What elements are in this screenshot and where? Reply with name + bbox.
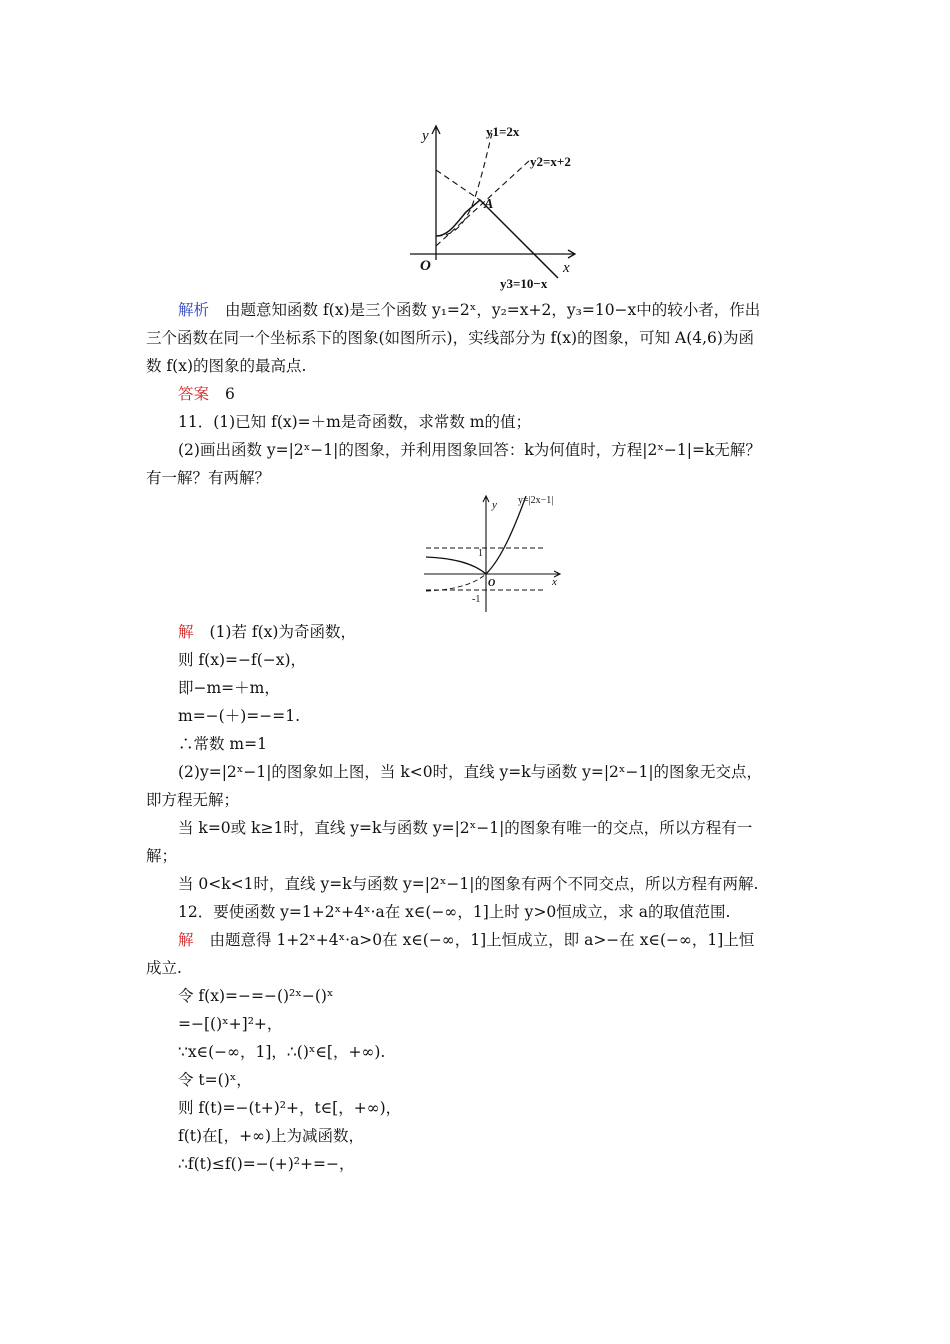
solution-line-10: 当 0<k<1时，直线 y=k与函数 y=|2ˣ−1|的图象有两个不同交点，所以方程有两解. bbox=[178, 875, 759, 893]
curve-solid bbox=[426, 496, 526, 574]
analysis-line-1: 解析 由题意知函数 f(x)是三个函数 y₁=2ˣ，y₂=x+2，y₃=10−x中的较小者，作出 bbox=[178, 301, 761, 319]
solution-label: 解 bbox=[178, 623, 194, 641]
analysis-label: 解析 bbox=[178, 301, 210, 319]
tick-label-neg1: -1 bbox=[472, 594, 481, 605]
solution-line-3: 即−m=＋m， bbox=[178, 679, 280, 697]
solution-line-8: 当 k=0或 k≥1时，直线 y=k与函数 y=|2ˣ−1|的图象有唯一的交点，所以方程有一 bbox=[178, 819, 753, 837]
solution12-line-1: 解 由题意得 1+2ˣ+4ˣ·a>0在 x∈(−∞，1]上恒成立，即 a>−在 x∈(−∞，1]上恒 bbox=[178, 931, 755, 949]
solution-line-6: (2)y=|2ˣ−1|的图象如上图，当 k<0时，直线 y=k与函数 y=|2ˣ−1|的图象无交点， bbox=[178, 763, 763, 781]
solution12-line-4: =−[()ˣ+]²+， bbox=[178, 1015, 283, 1033]
tick-label-1: 1 bbox=[478, 548, 483, 559]
solution-line-1: 解 (1)若 f(x)为奇函数， bbox=[178, 623, 356, 641]
problem-12: 12．要使函数 y=1+2ˣ+4ˣ·a在 x∈(−∞，1]上时 y>0恒成立，求 a的取值范围. bbox=[178, 903, 731, 921]
dashed-2x-minus-1 bbox=[426, 574, 486, 591]
solution-line-4: m=−(＋)=−=1. bbox=[178, 707, 301, 725]
axis-label-x: x bbox=[552, 576, 557, 588]
solution-line-5: ∴常数 m=1 bbox=[178, 735, 267, 753]
problem-11-part1: 11．(1)已知 f(x)=＋m是奇函数，求常数 m的值； bbox=[178, 413, 531, 431]
point-a-label: A bbox=[484, 197, 494, 212]
curve-label-y3: y3=10−x bbox=[500, 276, 548, 291]
solution12-line-9: ∴f(t)≤f()=−(+)²+=−， bbox=[178, 1155, 355, 1173]
curve-label-y2: y2=x+2 bbox=[530, 154, 571, 169]
solution12-line-2: 成立. bbox=[146, 959, 182, 977]
axis-label-x: x bbox=[563, 260, 570, 276]
solution12-line-3: 令 f(x)=−=−()²ˣ−()ˣ bbox=[178, 987, 334, 1005]
answer-line: 答案 6 bbox=[178, 385, 235, 403]
y3-dashed bbox=[436, 170, 480, 200]
origin-label: O bbox=[420, 258, 431, 274]
f-solid bbox=[436, 200, 558, 278]
solution12-line-6: 令 t=()ˣ， bbox=[178, 1071, 252, 1089]
solution-line-9: 解； bbox=[146, 847, 178, 865]
axis-label-y: y bbox=[492, 499, 497, 511]
curve-label: y=|2x−1| bbox=[518, 495, 554, 506]
problem-11-part2: (2)画出函数 y=|2ˣ−1|的图象，并利用图象回答：k为何值时，方程|2ˣ−1|=k无解？ bbox=[178, 441, 761, 459]
solution12-line-5: ∵x∈(−∞，1]，∴()ˣ∈[，+∞). bbox=[178, 1043, 386, 1061]
curve-label-y1: y1=2x bbox=[486, 124, 520, 139]
problem-11-part2-cont: 有一解？有两解？ bbox=[146, 469, 271, 487]
analysis-line-3: 数 f(x)的图象的最高点. bbox=[146, 357, 307, 375]
solution12-label: 解 bbox=[178, 931, 194, 949]
solution-line-2: 则 f(x)=−f(−x)， bbox=[178, 651, 307, 669]
answer-label: 答案 bbox=[178, 385, 210, 403]
origin-label: O bbox=[488, 578, 496, 589]
axis-label-y: y bbox=[422, 128, 429, 144]
solution12-line-8: f(t)在[，+∞)上为减函数， bbox=[178, 1127, 365, 1145]
figure-min-functions bbox=[400, 118, 590, 293]
y1-dashed bbox=[436, 133, 492, 236]
solution-line-7: 即方程无解； bbox=[146, 791, 240, 809]
solution12-line-7: 则 f(t)=−(t+)²+，t∈[，+∞)， bbox=[178, 1099, 402, 1117]
analysis-line-2: 三个函数在同一个坐标系下的图象(如图所示)，实线部分为 f(x)的图象，可知 A(4,6)为函 bbox=[146, 329, 754, 347]
figure-abs-exponential bbox=[420, 490, 570, 615]
